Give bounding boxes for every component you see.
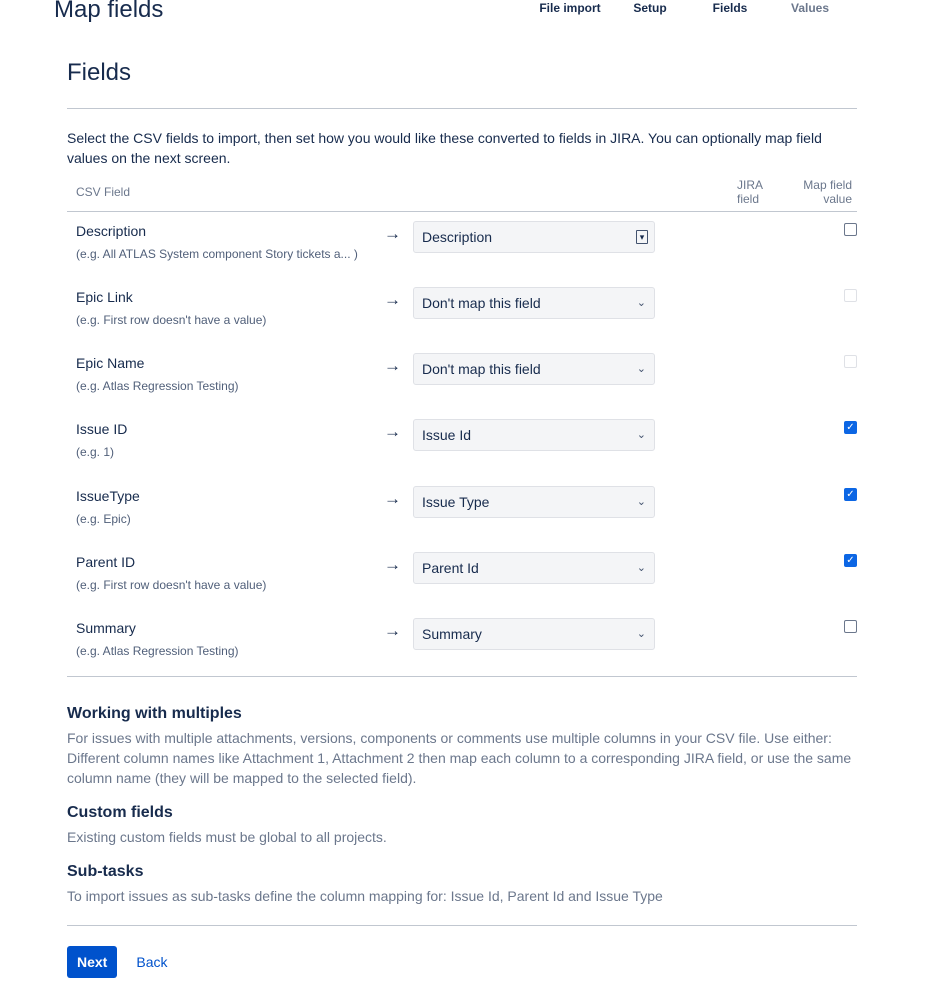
csv-field-example: (e.g. First row doesn't have a value) xyxy=(76,577,267,592)
jira-field-select[interactable] xyxy=(413,419,655,451)
step-fields: Fields xyxy=(712,1,748,15)
csv-field-example: (e.g. All ATLAS System component Story tickets a... ) xyxy=(76,247,358,261)
subtasks-heading: Sub-tasks xyxy=(67,862,144,880)
jira-field-value: Description xyxy=(422,229,493,245)
map-value-checkbox[interactable] xyxy=(844,620,857,633)
arrow-right-icon: → xyxy=(384,224,401,243)
column-header-csv: CSV Field xyxy=(67,178,397,212)
jira-field-value: Parent Id xyxy=(422,559,479,576)
csv-field-example: (e.g. Epic) xyxy=(76,511,131,526)
chevron-down-icon: ⌄ xyxy=(636,495,646,508)
jira-field-select[interactable] xyxy=(413,287,655,319)
divider xyxy=(67,925,857,926)
csv-field-name: Epic Name xyxy=(76,355,145,372)
table-row xyxy=(67,609,857,675)
jira-field-value: Summary xyxy=(422,626,482,643)
help-section xyxy=(67,704,857,906)
map-value-checkbox[interactable]: ✓ xyxy=(844,554,857,567)
arrow-right-icon: → xyxy=(384,422,401,442)
arrow-right-icon: → xyxy=(384,621,401,641)
arrow-right-icon: → xyxy=(384,289,401,309)
next-button[interactable]: Next xyxy=(67,946,117,978)
map-value-checkbox[interactable] xyxy=(844,355,857,368)
table-row xyxy=(67,543,857,609)
step-file-import: File import xyxy=(539,1,601,15)
csv-field-example: (e.g. First row doesn't have a value) xyxy=(76,312,267,327)
page-title: Map fields xyxy=(54,0,164,23)
main-content xyxy=(67,56,857,978)
table-row xyxy=(67,212,857,278)
arrow-right-icon: → xyxy=(384,356,401,376)
jira-field-value: Issue Type xyxy=(422,493,490,510)
back-link[interactable]: Back xyxy=(136,953,168,970)
table-row xyxy=(67,278,857,344)
jira-field-select[interactable] xyxy=(413,353,655,385)
table-row xyxy=(67,477,857,543)
map-value-checkbox[interactable] xyxy=(844,289,857,302)
csv-field-name: Epic Link xyxy=(76,288,133,305)
chevron-down-icon: ⌄ xyxy=(636,296,646,309)
csv-field-example: (e.g. 1) xyxy=(76,445,115,460)
chevron-down-icon: ⌄ xyxy=(636,363,646,376)
table-row xyxy=(67,344,857,410)
divider xyxy=(67,676,857,677)
csv-field-name: Parent ID xyxy=(76,553,136,570)
chevron-down-icon: ⌄ xyxy=(636,628,646,641)
chevron-down-icon: ⌄ xyxy=(636,561,646,574)
intro-text: Select the CSV fields to import, then set how you would like these converted to fields in JIRA. You can optionally map field values on the next screen. xyxy=(67,130,822,166)
progress-tracker xyxy=(530,0,850,16)
multiples-text: For issues with multiple attachments, versions, components or comments use multiple columns in your CSV file. Use either: Different column names like Attachment 1, Attachment 2 then map each column to a corresponding JIRA field, or use the same column name (they will be mapped to the selected field). xyxy=(67,729,852,786)
map-value-checkbox[interactable]: ✓ xyxy=(844,421,857,434)
jira-field-select[interactable] xyxy=(413,552,655,584)
field-mapping-table xyxy=(67,178,857,676)
multiples-heading: Working with multiples xyxy=(67,704,242,722)
csv-field-name: Issue ID xyxy=(76,421,128,438)
chevron-down-icon: ⌄ xyxy=(636,429,646,442)
column-header-map-value: Map field value xyxy=(762,178,857,212)
arrow-right-icon: → xyxy=(384,554,401,574)
column-header-jira: JIRA field xyxy=(397,178,762,212)
csv-field-name: IssueType xyxy=(76,487,140,504)
jira-field-select[interactable] xyxy=(413,618,655,650)
fields-heading: Fields xyxy=(67,59,132,86)
table-row xyxy=(67,410,857,476)
csv-field-name: Summary xyxy=(76,620,136,637)
custom-fields-heading: Custom fields xyxy=(67,803,173,821)
custom-fields-text: Existing custom fields must be global to all projects. xyxy=(67,828,387,845)
jira-field-select[interactable] xyxy=(413,221,655,253)
jira-field-value: Issue Id xyxy=(422,427,472,444)
subtasks-text: To import issues as sub-tasks define the column mapping for: Issue Id, Parent Id and Issue Type xyxy=(67,887,663,904)
csv-field-example: (e.g. Atlas Regression Testing) xyxy=(76,644,239,659)
csv-field-name: Description xyxy=(76,223,147,239)
step-values: Values xyxy=(790,1,830,15)
map-value-checkbox[interactable]: ✓ xyxy=(844,488,857,501)
jira-field-value: Don't map this field xyxy=(422,361,541,378)
divider xyxy=(67,108,857,109)
form-actions xyxy=(67,946,857,978)
multi-select-icon: ▾ xyxy=(636,230,648,244)
jira-field-value: Don't map this field xyxy=(422,294,541,311)
jira-field-select[interactable] xyxy=(413,486,655,518)
map-value-checkbox[interactable] xyxy=(844,223,857,236)
csv-field-example: (e.g. Atlas Regression Testing) xyxy=(76,379,239,394)
arrow-right-icon: → xyxy=(384,488,401,508)
step-setup: Setup xyxy=(633,1,667,15)
